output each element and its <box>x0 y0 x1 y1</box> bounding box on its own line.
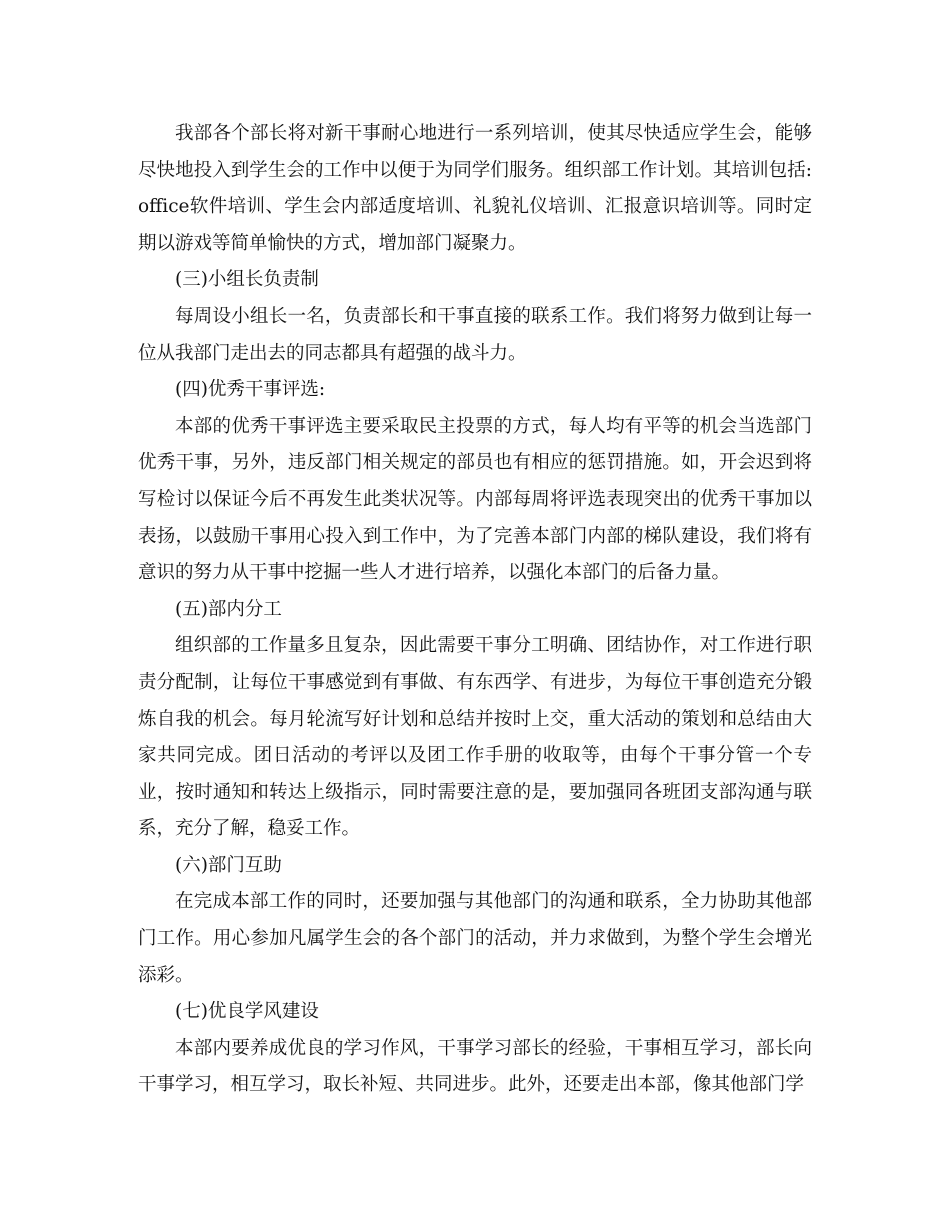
section-heading-excellent-staff: (四)优秀干事评选: <box>175 379 326 401</box>
section-heading-mutual-help: (六)部门互助 <box>175 854 282 876</box>
section-heading-group-leader: (三)小组长负责制 <box>175 269 319 291</box>
section-heading-division: (五)部内分工 <box>175 598 282 620</box>
paragraph-division: 组织部的工作量多且复杂，因此需要干事分工明确、团结协作，对工作进行职责分配制，让每位干事感觉到有事做、有东西学、有进步，为每位干事创造充分锻炼自我的机会。每月轮流写好计划和总结并按时上交，重大活动的策划和总结由大家共同完成。团日活动的考评以及团工作手册的收取等，由每个干事分管一个专业，按时通知和转达上级指示，同时需要注意的是，要加强同各班团支部沟通与联系，充分了解，稳妥工作。 <box>138 635 812 840</box>
paragraph-training: 我部各个部长将对新干事耐心地进行一系列培训，使其尽快适应学生会，能够尽快地投入到学生会的工作中以便于为同学们服务。组织部工作计划。其培训包括:office软件培训、学生会内部适度培训、礼貌礼仪培训、汇报意识培训等。同时定期以游戏等简单愉快的方式，增加部门凝聚力。 <box>138 123 812 254</box>
paragraph-group-leader: 每周设小组长一名，负责部长和干事直接的联系工作。我们将努力做到让每一位从我部门走出去的同志都具有超强的战斗力。 <box>138 305 812 364</box>
paragraph-study-style: 本部内要养成优良的学习作风，干事学习部长的经验，干事相互学习，部长向干事学习，相互学习，取长补短、共同进步。此外，还要走出本部，像其他部门学 <box>138 1037 812 1096</box>
paragraph-mutual-help: 在完成本部工作的同时，还要加强与其他部门的沟通和联系，全力协助其他部门工作。用心参加凡属学生会的各个部门的活动，并力求做到，为整个学生会增光添彩。 <box>138 891 812 986</box>
section-heading-study-style: (七)优良学风建设 <box>175 1001 319 1023</box>
paragraph-excellent-staff: 本部的优秀干事评选主要采取民主投票的方式，每人均有平等的机会当选部门优秀干事，另外，违反部门相关规定的部员也有相应的惩罚措施。如，开会迟到将写检讨以保证今后不再发生此类状况等。内部每周将评选表现突出的优秀干事加以表扬，以鼓励干事用心投入到工作中，为了完善本部门内部的梯队建设，我们将有意识的努力从干事中挖掘一些人才进行培养，以强化本部门的后备力量。 <box>138 415 812 584</box>
